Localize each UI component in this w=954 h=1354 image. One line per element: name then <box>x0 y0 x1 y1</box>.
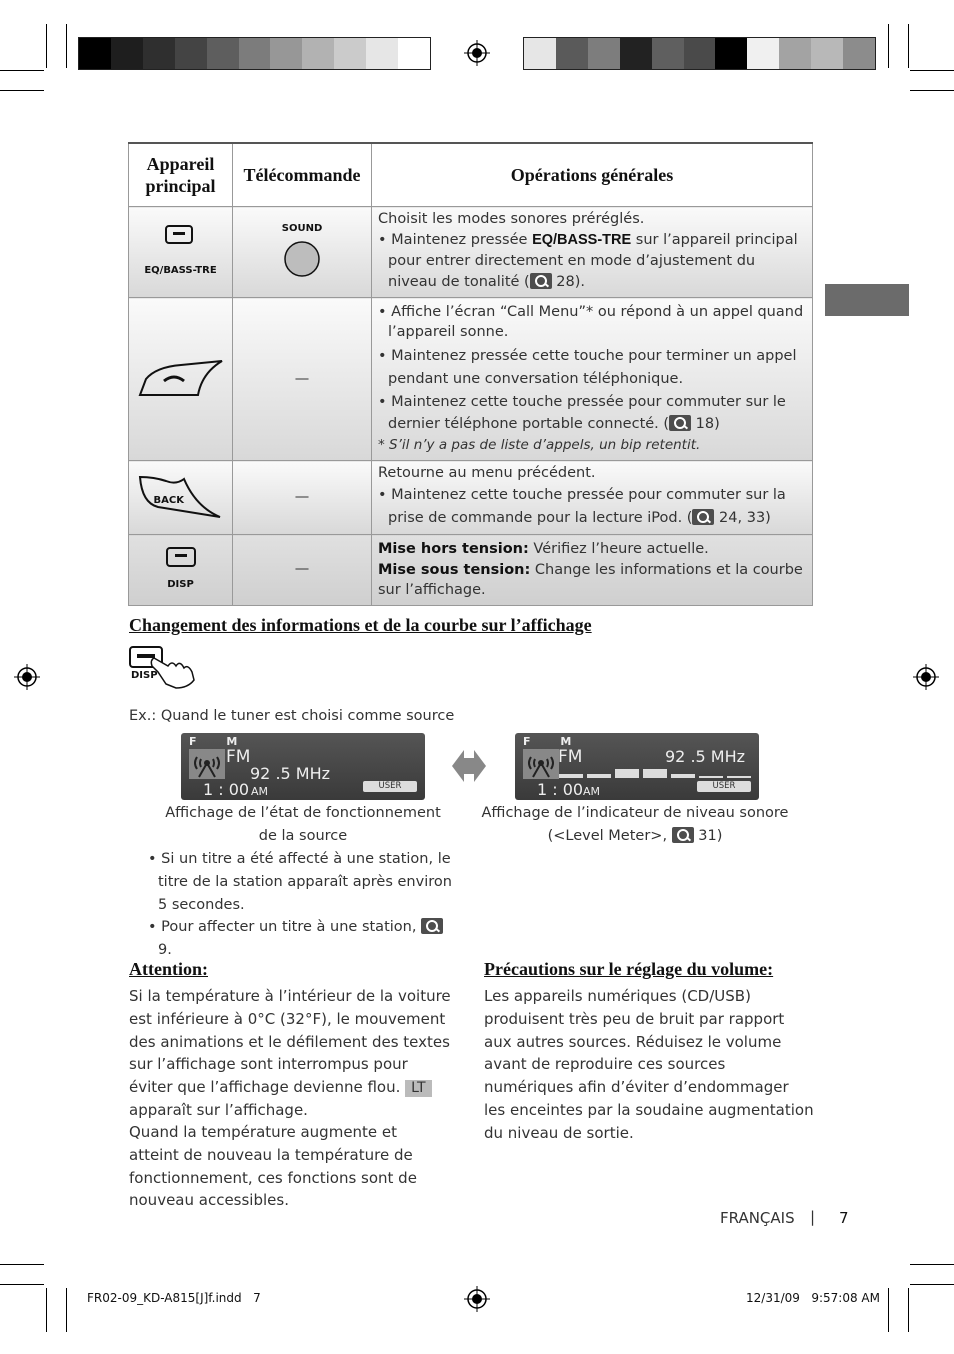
color-swatch <box>143 38 175 69</box>
double-arrow-icon <box>452 746 486 786</box>
color-swatch <box>843 38 875 69</box>
operations-cell <box>372 535 813 606</box>
caption-text: Affichage de l’indicateur de niveau sonore <box>481 805 789 821</box>
crop-mark <box>910 90 954 91</box>
lcd-user-badge: USER <box>697 781 751 792</box>
table-header-row <box>129 143 813 207</box>
crop-mark <box>0 1264 44 1265</box>
radio-antenna-icon <box>189 749 225 779</box>
table-row <box>129 461 813 535</box>
col-header-operations: Opérations générales <box>372 143 813 207</box>
crop-mark <box>908 24 909 68</box>
bullet-text: Maintenez pressée cette touche pour terminer un appel pendant une conversation téléphonique. <box>388 348 797 387</box>
bullet-text: sur l’appareil principal pour entrer directement en mode d’ajustement du niveau de tonalité ( <box>388 232 798 290</box>
bullet-bold: EQ/BASS-TRE <box>532 232 632 248</box>
precautions-heading: Précautions sur le réglage du volume: <box>484 959 774 979</box>
lcd-ampm: AM <box>583 785 601 798</box>
lcd-source: FM <box>558 747 583 767</box>
color-calibration-bar-left <box>78 37 431 70</box>
crop-mark <box>46 24 47 68</box>
operations-cell <box>372 298 813 461</box>
color-swatch <box>79 38 111 69</box>
registration-mark-icon <box>464 1286 490 1312</box>
crop-mark <box>46 1288 47 1332</box>
attention-paragraph <box>129 985 451 1122</box>
example-text: Ex.: Quand le tuner est choisi comme source <box>129 708 455 724</box>
lcd-source: FM <box>226 747 251 767</box>
disp-press-illustration <box>128 644 198 690</box>
lcd-frequency: 92 .5 MHz <box>665 747 746 766</box>
table-row <box>129 535 813 606</box>
attention-paragraph-2: Quand la température augmente et atteint de nouveau la température de fonctionnement, ces fonctions sont de nouveau accessibles. <box>129 1123 417 1210</box>
main-unit-cell <box>129 298 233 461</box>
lcd-clock: 1 : 00 <box>537 780 584 799</box>
caption-text: (<Level Meter>, <box>547 827 672 844</box>
color-swatch <box>524 38 556 69</box>
power-off-label: Mise hors tension: <box>378 541 529 557</box>
attention-heading: Attention: <box>129 959 208 979</box>
lcd-band-indicator: F M <box>189 735 251 748</box>
registration-mark-icon <box>464 40 490 66</box>
color-swatch <box>588 38 620 69</box>
color-swatch <box>334 38 366 69</box>
color-swatch <box>270 38 302 69</box>
lt-indicator: LT <box>405 1080 431 1097</box>
page-reference-icon <box>530 273 552 289</box>
page-reference: 31) <box>693 827 723 844</box>
color-swatch <box>302 38 334 69</box>
level-bar <box>671 774 695 778</box>
col-header-main-unit: Appareil principal <box>129 143 233 207</box>
color-swatch <box>556 38 588 69</box>
operation-bullet: • Maintenez pressée EQ/BASS-TRE sur l’appareil principal pour entrer directement en mode d’ajustement du niveau de tonalité ( 28). <box>378 232 798 290</box>
lcd-clock: 1 : 00 <box>203 780 250 799</box>
level-bar <box>699 776 723 778</box>
lcd-display-source-status <box>181 733 425 800</box>
lcd-band-indicator: F M <box>523 735 585 748</box>
operation-bullet: • Affiche l’écran “Call Menu”* ou répond à un appel quand l’appareil sonne. <box>378 304 804 340</box>
table-row <box>129 298 813 461</box>
section-heading: Changement des informations et de la courbe sur l’affichage <box>129 615 592 635</box>
bullet-text: Maintenez cette touche pressée pour commuter sur la prise de commande pour la lecture iPod. ( <box>388 487 786 526</box>
level-bar <box>587 774 611 778</box>
bullet-text: Maintenez pressée <box>391 232 533 248</box>
remote-cell: — <box>233 461 372 535</box>
color-swatch <box>684 38 716 69</box>
registration-mark-icon <box>913 664 939 690</box>
power-off-text: Vérifiez l’heure actuelle. <box>528 541 709 557</box>
crop-mark <box>0 70 44 71</box>
disp-label: DISP <box>131 670 158 681</box>
remote-cell: — <box>233 535 372 606</box>
crop-mark <box>0 1284 44 1285</box>
operation-text: Retourne au menu précédent. <box>378 465 596 481</box>
disp-button-label: DISP <box>167 578 194 590</box>
crop-mark <box>888 24 889 68</box>
color-swatch <box>398 38 430 69</box>
color-swatch <box>239 38 271 69</box>
lcd-display-level-meter <box>515 733 759 800</box>
color-swatch <box>811 38 843 69</box>
operations-cell <box>372 461 813 535</box>
crop-mark <box>908 1288 909 1332</box>
lcd-frequency: 92 .5 MHz <box>250 764 331 783</box>
page-reference-icon <box>672 827 694 843</box>
color-swatch <box>111 38 143 69</box>
color-swatch <box>207 38 239 69</box>
color-swatch <box>620 38 652 69</box>
operations-cell <box>372 207 813 298</box>
main-unit-cell <box>129 535 233 606</box>
eq-bass-tre-label: EQ/BASS-TRE <box>144 265 217 276</box>
remote-cell <box>233 207 372 298</box>
operations-table <box>128 142 813 606</box>
footer-separator: | <box>810 1208 816 1226</box>
table-row <box>129 207 813 298</box>
bullet-text: Si un titre a été affecté à une station, le titre de la station apparaît après environ 5 secondes. <box>158 851 452 913</box>
level-bar <box>615 769 639 778</box>
crop-mark <box>910 70 954 71</box>
attention-text: apparaît sur l’affichage. <box>129 1100 308 1119</box>
color-swatch <box>715 38 747 69</box>
phone-button-icon <box>136 351 226 401</box>
bullet-text: Maintenez cette touche pressée pour commuter sur le dernier téléphone portable connecté. ( <box>388 394 786 432</box>
lcd-ampm: AM <box>251 785 269 798</box>
footer-language: FRANÇAIS <box>720 1209 795 1227</box>
level-bar <box>559 774 583 778</box>
crop-mark <box>66 1288 67 1332</box>
sound-button-label: SOUND <box>281 223 323 234</box>
color-calibration-bar-right <box>523 37 876 70</box>
page-number: 7 <box>839 1209 849 1227</box>
note-bullet: • Pour affecter un titre à une station, 9. <box>148 916 458 962</box>
level-bar <box>643 769 667 778</box>
power-on-label: Mise sous tension: <box>378 561 531 578</box>
page-reference: 9. <box>158 941 172 958</box>
attention-text: Si la température à l’intérieur de la voiture est inférieure à 0°C (32°F), le mouvement des animations et le défilement des textes sur l’affichage sont interrompus pour éviter que l’affichage devienne flou. <box>129 987 451 1097</box>
disp-button-icon <box>161 545 201 571</box>
crop-mark <box>0 90 44 91</box>
page-reference-icon <box>669 415 691 431</box>
crop-mark <box>910 1264 954 1265</box>
crop-mark <box>910 1284 954 1285</box>
main-unit-cell <box>129 207 233 298</box>
operation-text: Choisit les modes sonores préréglés. <box>378 211 645 227</box>
precautions-paragraph: Les appareils numériques (CD/USB) produisent très peu de bruit par rapport aux autres sources. Réduisez le volume avant de reproduire ces sources numériques afin d’éviter d’endommager les enceintes par la soudaine augmentation du niveau de sortie. <box>484 987 814 1142</box>
color-swatch <box>747 38 779 69</box>
operation-bullet: • Maintenez pressée cette touche pour terminer un appel pendant une conversation téléphonique. <box>378 348 797 387</box>
color-swatch <box>366 38 398 69</box>
note-bullet: • Si un titre a été affecté à une station, le titre de la station apparaît après environ 5 secondes. <box>148 851 452 913</box>
level-bar <box>727 776 751 778</box>
col-header-remote: Télécommande <box>233 143 372 207</box>
caption-level-meter <box>480 802 790 848</box>
crop-mark <box>66 24 67 68</box>
operation-bullet: • Maintenez cette touche pressée pour commuter sur le dernier téléphone portable connecté. ( 18) <box>378 394 786 432</box>
bullet-text: Affiche l’écran “Call Menu”* ou répond à un appel quand l’appareil sonne. <box>388 304 804 340</box>
language-tab-marker <box>825 284 909 316</box>
crop-mark <box>888 1288 889 1332</box>
page-reference-icon <box>692 509 714 525</box>
remote-cell: — <box>233 298 372 461</box>
back-button-label: BACK <box>153 494 184 506</box>
color-swatch <box>779 38 811 69</box>
caption-source-status: Affichage de l’état de fonctionnement de la source <box>165 805 441 844</box>
main-unit-cell <box>129 461 233 535</box>
radio-antenna-icon <box>523 749 559 779</box>
page-reference: 18) <box>691 416 720 432</box>
page-reference: 28). <box>551 274 586 290</box>
bullet-text: Pour affecter un titre à une station, <box>161 919 422 935</box>
color-swatch <box>652 38 684 69</box>
lcd-user-badge: USER <box>363 781 417 792</box>
hand-pressing-disp-icon <box>128 644 198 690</box>
power-on-text: Change les informations et la courbe sur l’affichage. <box>378 561 803 598</box>
footer-filename: FR02-09_KD-A815[J]f.indd 7 <box>87 1291 261 1305</box>
footnote: * S’il n’y a pas de liste d’appels, un bip retentit. <box>378 437 701 453</box>
registration-mark-icon <box>14 664 40 690</box>
sound-button-icon <box>282 239 322 279</box>
page-reference: 24, 33) <box>714 510 771 526</box>
operation-bullet: • Maintenez cette touche pressée pour commuter sur la prise de commande pour la lecture iPod. ( 24, 33) <box>378 487 786 526</box>
page-reference-icon <box>421 918 443 934</box>
power-off-line <box>378 539 806 560</box>
power-on-line <box>378 560 806 601</box>
level-meter-bars <box>559 769 749 781</box>
color-swatch <box>175 38 207 69</box>
footer-timestamp: 12/31/09 9:57:08 AM <box>746 1291 880 1305</box>
